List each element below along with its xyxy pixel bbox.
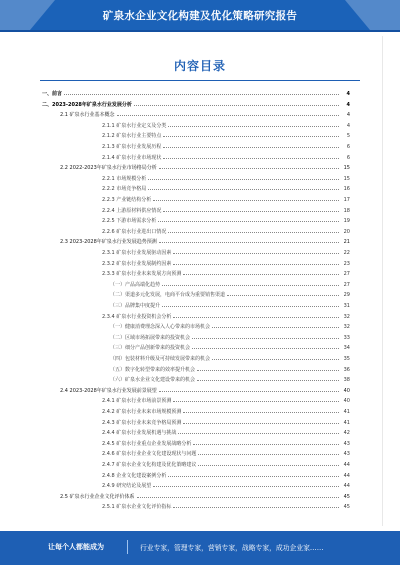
toc-entry-title: （三）细分产品创新带来的投资机会 xyxy=(110,345,191,352)
toc-entry[interactable] xyxy=(110,279,350,288)
toc-dot-leader xyxy=(159,242,339,243)
toc-entry-page: 5 xyxy=(346,133,350,140)
toc-entry-page: 43 xyxy=(343,451,350,458)
toc-dot-leader xyxy=(163,211,339,212)
toc-entry-page: 4 xyxy=(346,122,350,129)
toc-entry-page: 41 xyxy=(343,419,350,426)
toc-entry-title: 二、2023-2028年矿泉水行业发展分析 xyxy=(42,101,132,108)
toc-entry[interactable] xyxy=(110,300,350,309)
footer-slogan-left: 让每个人都能成为 xyxy=(48,543,104,551)
toc-entry-page: 27 xyxy=(343,271,350,278)
toc-entry[interactable] xyxy=(102,268,350,277)
toc-entry-title: 2.4.3 矿泉水行业未来竞争格局预测 xyxy=(102,419,182,426)
toc-entry[interactable] xyxy=(102,448,350,457)
footer-separator xyxy=(127,540,128,554)
toc-entry-page: 45 xyxy=(343,493,350,500)
toc-entry[interactable] xyxy=(102,120,350,129)
toc-entry-title: （五）数字化转型带来的效率提升机会 xyxy=(110,366,196,373)
toc-dot-leader xyxy=(117,115,339,116)
header-bar xyxy=(0,0,400,32)
toc-entry[interactable] xyxy=(102,130,350,139)
toc-dot-leader xyxy=(148,189,339,190)
toc-entry-title: 2.2.3 产业链结构分析 xyxy=(102,197,152,203)
page-edge-divider xyxy=(382,36,383,526)
document-title: 矿泉水企业文化构建及优化策略研究报告 xyxy=(102,10,298,22)
toc-entry-page: 43 xyxy=(343,440,350,447)
toc-entry-page: 27 xyxy=(343,281,350,288)
toc-entry-page: 18 xyxy=(343,207,350,214)
toc-entry[interactable] xyxy=(60,385,350,394)
toc-entry-title: 2.1.2 矿泉水行业主要特点 xyxy=(102,133,162,140)
toc-entry-page: 4 xyxy=(346,101,350,108)
toc-entry[interactable] xyxy=(60,162,350,171)
footer-slogan-right: 行业专家，管理专家，营销专家，战略专家，成功企业家…… xyxy=(140,544,324,552)
toc-entry-page: 17 xyxy=(343,197,350,203)
toc-entry-title: 2.3.1 矿泉水行业发展驱动因素 xyxy=(102,250,172,256)
toc-entry-title: 2.3 2023-2028年矿泉水行业发展趋势预测 xyxy=(60,239,157,246)
toc-entry-title: 2.1.1 矿泉水行业定义及分类 xyxy=(102,122,167,129)
toc-entry[interactable] xyxy=(110,342,350,351)
toc-entry[interactable] xyxy=(60,236,350,245)
toc-entry[interactable] xyxy=(110,289,350,298)
toc-entry-title: 一、前言 xyxy=(42,91,63,97)
toc-entry-page: 42 xyxy=(343,430,350,437)
toc-entry-page: 4 xyxy=(346,91,350,97)
toc-entry[interactable] xyxy=(110,321,350,330)
toc-entry-page: 41 xyxy=(343,409,350,415)
toc-dot-leader xyxy=(173,264,339,265)
toc-entry-page: 29 xyxy=(343,292,350,299)
toc-entry-title: （二）渠道多元化发展，电商平台成为重要销售渠道 xyxy=(110,292,226,299)
toc-dot-leader xyxy=(159,391,339,392)
toc-entry-page: 20 xyxy=(343,228,350,235)
toc-entry-title: （一）健康消费理念深入人心带来的市场机会 xyxy=(110,324,211,331)
toc-entry-page: 15 xyxy=(343,175,350,182)
toc-entry-page: 32 xyxy=(343,313,350,320)
toc-dot-leader xyxy=(197,370,339,371)
toc-heading-rule xyxy=(40,80,360,81)
toc-dot-leader xyxy=(153,486,339,487)
toc-entry-page: 16 xyxy=(343,186,350,193)
toc-dot-leader xyxy=(137,497,339,498)
toc-entry-page: 44 xyxy=(343,472,350,479)
toc-entry-page: 35 xyxy=(343,356,350,362)
toc-dot-leader xyxy=(173,317,339,318)
toc-entry-title: 2.2.5 下游市场需求分析 xyxy=(102,218,157,225)
toc-entry-title: 2.1.3 矿泉水行业发展历程 xyxy=(102,144,162,150)
toc-dot-leader xyxy=(183,274,339,275)
toc-dot-leader xyxy=(168,232,339,233)
toc-entry[interactable] xyxy=(102,152,350,161)
toc-entry-title: 2.4.7 矿泉水企业文化构建及优化策略建议 xyxy=(102,462,197,468)
toc-dot-leader xyxy=(227,295,339,296)
toc-dot-leader xyxy=(183,423,339,424)
toc-entry-page: 34 xyxy=(343,345,350,352)
toc-entry[interactable] xyxy=(102,470,350,479)
toc-entry[interactable] xyxy=(102,215,350,224)
toc-entry[interactable] xyxy=(102,205,350,214)
toc-entry[interactable] xyxy=(102,459,350,468)
toc-dot-leader xyxy=(148,179,339,180)
toc-entry-page: 45 xyxy=(343,504,350,511)
toc-entry[interactable] xyxy=(102,311,350,320)
toc-entry[interactable] xyxy=(102,141,350,150)
toc-entry-page: 6 xyxy=(346,154,350,161)
toc-entry[interactable] xyxy=(102,226,350,235)
toc-entry-page: 40 xyxy=(343,387,350,394)
toc-entry[interactable] xyxy=(60,491,350,500)
toc-dot-leader xyxy=(173,507,339,508)
toc-dot-leader xyxy=(183,412,339,413)
toc-entry-title: 2.4.5 矿泉水行业重点企业发展战略分析 xyxy=(102,440,192,447)
toc-entry-title: 2.3.2 矿泉水行业发展制约因素 xyxy=(102,260,172,267)
toc-entry[interactable] xyxy=(102,173,350,182)
toc-entry-page: 32 xyxy=(343,324,350,331)
toc-entry[interactable] xyxy=(42,88,350,97)
toc-entry-title: 2.4.8 企业文化建设案例分析 xyxy=(102,472,167,479)
toc-entry-title: 2.2 2022-2023年矿泉水行业市场格局分析 xyxy=(60,165,157,172)
toc-dot-leader xyxy=(159,168,339,169)
toc-entry-page: 31 xyxy=(343,303,350,309)
toc-entry[interactable] xyxy=(110,364,350,373)
toc-entry[interactable] xyxy=(102,438,350,447)
toc-dot-leader xyxy=(163,158,339,159)
toc-entry[interactable] xyxy=(102,194,350,203)
toc-dot-leader xyxy=(64,94,339,95)
toc-entry-title: （二）区域市场拓展带来的投资机会 xyxy=(110,334,191,341)
toc-entry-page: 40 xyxy=(343,398,350,405)
toc-entry-title: 2.4.1 矿泉水行业市场前景预测 xyxy=(102,398,172,405)
toc-entry-page: 4 xyxy=(346,112,350,119)
toc-entry-title: （三）品牌集中度提升 xyxy=(110,303,161,309)
toc-entry-title: 2.5 矿泉水行业企业文化评价体系 xyxy=(60,493,135,500)
toc-dot-leader xyxy=(168,476,339,477)
toc-entry-page: 33 xyxy=(343,334,350,341)
toc-entry-title: 2.2.2 市场竞争格局 xyxy=(102,186,147,193)
toc-entry[interactable] xyxy=(102,395,350,404)
toc-entry-title: 2.1 矿泉水行业基本概念 xyxy=(60,112,115,119)
toc-entry-page: 44 xyxy=(343,483,350,490)
toc-entry-title: 2.4.2 矿泉水行业未来市场规模预测 xyxy=(102,409,182,415)
toc-entry[interactable] xyxy=(102,183,350,192)
toc-entry[interactable] xyxy=(110,374,350,383)
toc-entry-page: 44 xyxy=(343,462,350,468)
toc-dot-leader xyxy=(212,327,339,328)
toc-entry-title: 2.1.4 矿泉水行业市场现状 xyxy=(102,154,162,161)
toc-dot-leader xyxy=(158,221,339,222)
footer-bar xyxy=(0,531,400,565)
toc-entry-title: 2.2.1 市场规模分析 xyxy=(102,175,147,182)
toc-entry-title: （四）包装材料升级及可持续发展带来的机会 xyxy=(110,356,211,362)
toc-entry[interactable] xyxy=(110,353,350,362)
toc-entry-title: 2.2.6 矿泉水行业进出口情况 xyxy=(102,228,167,235)
toc-dot-leader xyxy=(212,359,339,360)
toc-entry[interactable] xyxy=(102,406,350,415)
toc-entry[interactable] xyxy=(60,109,350,118)
toc-entry-page: 38 xyxy=(343,377,350,384)
toc-dot-leader xyxy=(162,285,339,286)
toc-entry-title: （一）产品高端化趋势 xyxy=(110,281,161,288)
toc-entry-page: 15 xyxy=(343,165,350,172)
toc-dot-leader xyxy=(197,380,339,381)
toc-entry[interactable] xyxy=(102,417,350,426)
toc-entry-title: 2.4 2023-2028年矿泉水行业发展前景展望 xyxy=(60,387,157,394)
toc-entry-page: 21 xyxy=(343,239,350,246)
toc-dot-leader xyxy=(168,126,339,127)
toc-dot-leader xyxy=(192,348,339,349)
toc-heading: 内容目录 xyxy=(173,59,226,73)
toc-entry-title: 2.4.6 矿泉水行业企业文化建设现状与问题 xyxy=(102,451,197,458)
toc-entry-title: 2.4.9 研究结论及展望 xyxy=(102,483,152,490)
toc-dot-leader xyxy=(134,105,339,106)
toc-entry[interactable] xyxy=(102,501,350,510)
toc-entry[interactable] xyxy=(42,99,350,108)
toc-entry-page: 23 xyxy=(343,260,350,267)
toc-dot-leader xyxy=(163,147,339,148)
toc-dot-leader xyxy=(163,136,339,137)
toc-entry-page: 22 xyxy=(343,250,350,256)
toc-entry-title: 2.3.3 矿泉水行业未来发展方向预测 xyxy=(102,271,182,278)
toc-entry-title: 2.2.4 上游原材料供应情况 xyxy=(102,207,162,214)
toc-entry[interactable] xyxy=(102,247,350,256)
toc-entry[interactable] xyxy=(102,427,350,436)
toc-dot-leader xyxy=(153,200,339,201)
toc-entry-page: 19 xyxy=(343,218,350,225)
toc-dot-leader xyxy=(173,401,339,402)
toc-entry[interactable] xyxy=(102,258,350,267)
toc-dot-leader xyxy=(198,465,339,466)
toc-entry-title: 2.3.4 矿泉水行业投资机会分析 xyxy=(102,313,172,320)
toc-entry-page: 6 xyxy=(346,144,350,150)
toc-dot-leader xyxy=(198,454,339,455)
toc-entry[interactable] xyxy=(102,480,350,489)
toc-dot-leader xyxy=(162,306,339,307)
toc-dot-leader xyxy=(178,433,339,434)
toc-entry-title: （六）矿泉水企业文化建设带来的机会 xyxy=(110,377,196,384)
toc-dot-leader xyxy=(192,338,339,339)
toc-entry-page: 36 xyxy=(343,366,350,373)
toc-entry-title: 2.4.4 矿泉水行业发展机遇与挑战 xyxy=(102,430,177,437)
toc-entry[interactable] xyxy=(110,332,350,341)
toc-dot-leader xyxy=(193,444,339,445)
toc-entry-title: 2.5.1 矿泉水企业文化评价指标 xyxy=(102,504,172,511)
toc-dot-leader xyxy=(173,253,339,254)
